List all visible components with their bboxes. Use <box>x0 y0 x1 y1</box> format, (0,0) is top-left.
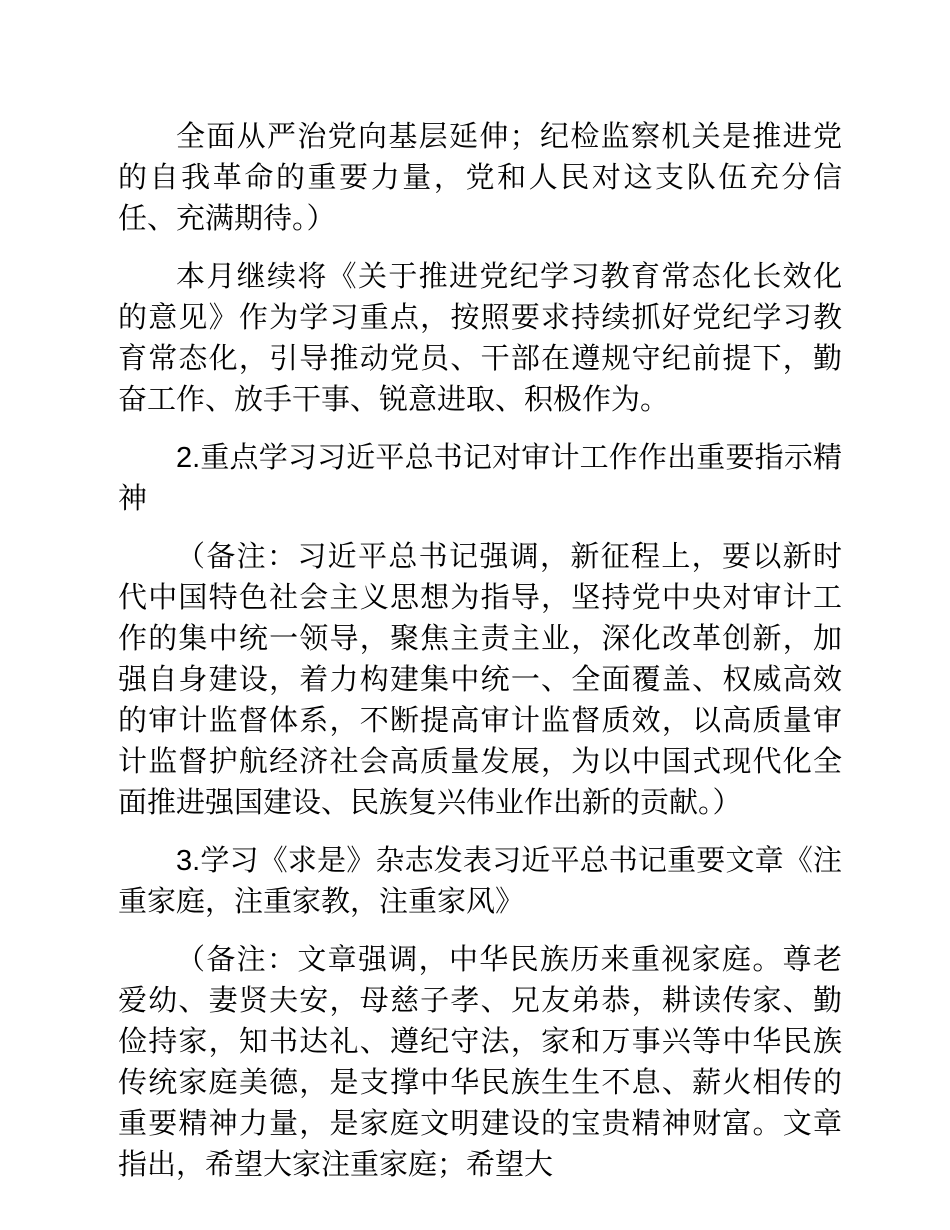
paragraph-numbered-item-3: 3.学习《求是》杂志发表习近平总书记重要文章《注重家庭，注重家教，注重家风》 <box>118 845 842 918</box>
paragraph-note-audit: （备注：习近平总书记强调，新征程上，要以新时代中国特色社会主义思想为指导，坚持党中央对审计工作的集中统一领导，聚焦主责主业，深化改革创新，加强自身建设，着力构建集中统一、全面覆盖、权威高效的审计监督体系，不断提高审计监督质效，以高质量审计监督护航经济社会高质量发展，为以中国式现代化全面推进强国建设、民族复兴伟业作出新的贡献。） <box>118 541 842 819</box>
paragraph-note-family: （备注：文章强调，中华民族历来重视家庭。尊老爱幼、妻贤夫安，母慈子孝、兄友弟恭，耕读传家、勤俭持家，知书达礼、遵纪守法，家和万事兴等中华民族传统家庭美德，是支撑中华民族生生不息、薪火相传的重要精神力量，是家庭文明建设的宝贵精神财富。文章指出，希望大家注重家庭；希望大 <box>118 944 842 1181</box>
paragraph-body: 本月继续将《关于推进党纪学习教育常态化长效化的意见》作为学习重点，按照要求持续抓好党纪学习教育常态化，引导推动党员、干部在遵规守纪前提下，勤奋工作、放手干事、锐意进取、积极作为。 <box>118 261 842 416</box>
paragraph-numbered-item-2: 2.重点学习习近平总书记对审计工作作出重要指示精神 <box>118 442 842 515</box>
document-text-block <box>118 117 842 1203</box>
paragraph-note-continuation: 全面从严治党向基层延伸；纪检监察机关是推进党的自我革命的重要力量，党和人民对这支队伍充分信任、充满期待。） <box>118 121 842 235</box>
